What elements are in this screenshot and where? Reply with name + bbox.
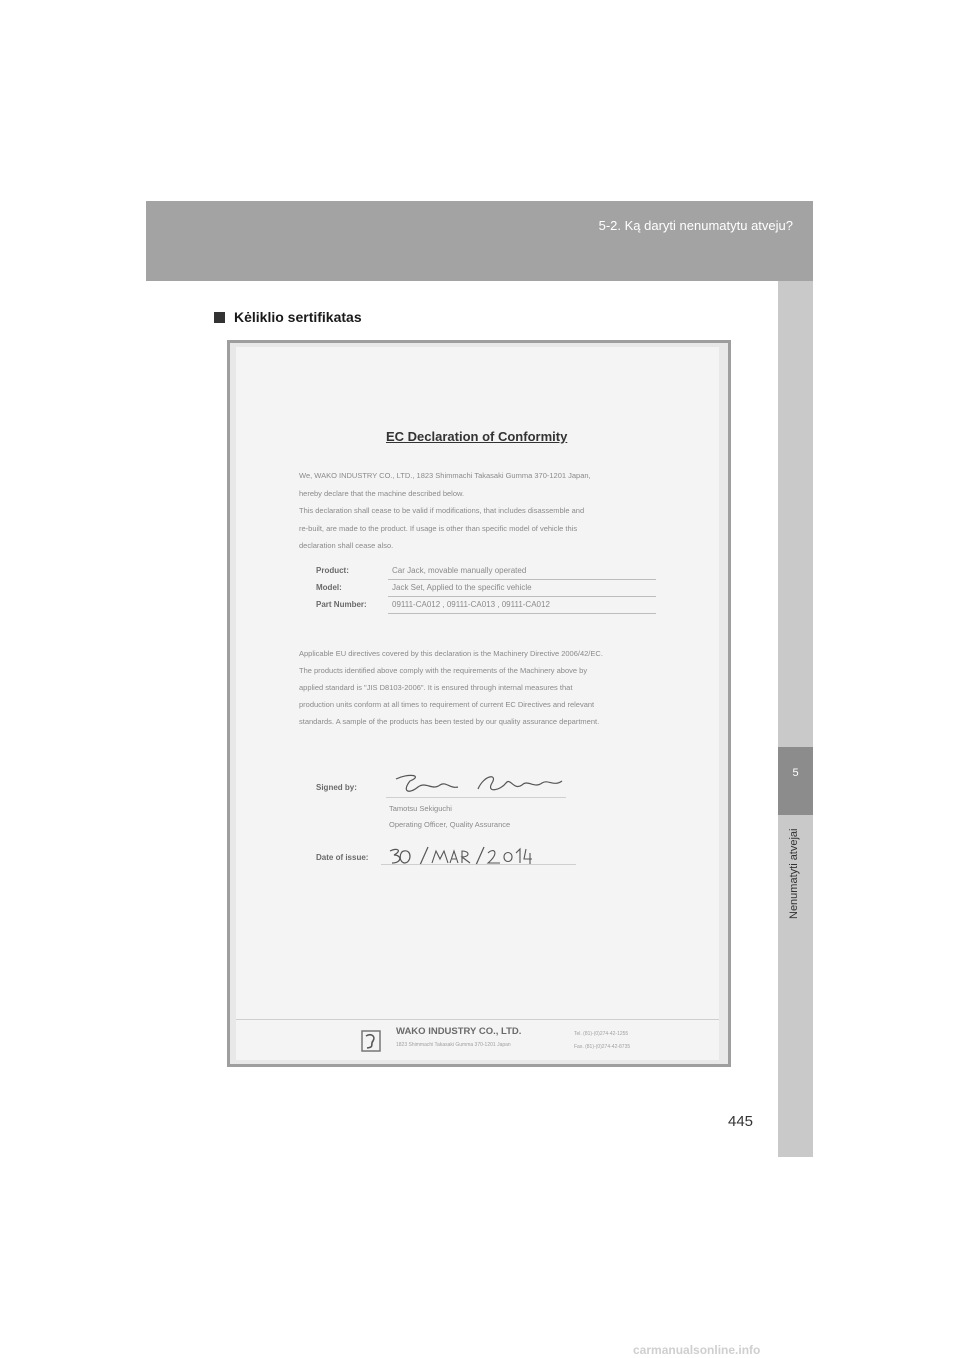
chapter-number-box (778, 747, 813, 815)
field-label: Part Number: (316, 600, 367, 609)
intro-line: This declaration shall cease to be valid if modifications, that includes disassemble and (299, 506, 585, 515)
signature-line (386, 797, 566, 798)
company-contacts (574, 1028, 630, 1054)
date-of-issue-label: Date of issue: (316, 853, 369, 862)
chapter-number: 5 (792, 767, 799, 779)
field-value: Jack Set, Applied to the specific vehicle (388, 583, 656, 597)
section-title-text: Kėliklio sertifikatas (234, 309, 362, 325)
company-name: WAKO INDUSTRY CO., LTD. (396, 1026, 522, 1037)
field-value: Car Jack, movable manually operated (388, 566, 656, 580)
certificate-footer (236, 1019, 719, 1060)
certificate-intro (299, 467, 679, 555)
header-band (146, 201, 813, 281)
body-line: standards. A sample of the products has been tested by our quality assurance department. (299, 717, 600, 726)
intro-line: We, WAKO INDUSTRY CO., LTD., 1823 Shimmachi Takasaki Gumma 370-1201 Japan, (299, 471, 591, 480)
signer-title: Operating Officer, Quality Assurance (389, 820, 511, 829)
watermark: carmanualsonline.info (633, 1343, 761, 1357)
field-product (316, 566, 656, 580)
date-line (381, 864, 576, 865)
intro-line: hereby declare that the machine described below. (299, 488, 465, 498)
company-logo (361, 1030, 381, 1052)
handwritten-signature (388, 769, 568, 799)
field-part-number (316, 600, 656, 614)
chapter-label: Nenumatyti atvejai (788, 828, 800, 919)
company-fax: Fax. (81)-(0)274-42-8735 (574, 1044, 631, 1050)
page-number: 445 (728, 1113, 754, 1130)
body-line: applied standard is "JIS D8103-2006". It is ensured through internal measures that (299, 683, 573, 692)
chapter-side-tab (778, 281, 813, 1157)
signer-name: Tamotsu Sekiguchi (389, 804, 452, 813)
body-line: The products identified above comply with the requirements of the Machinery above by (299, 666, 588, 675)
breadcrumb: 5-2. Ką daryti nenumatytu atveju? (598, 218, 793, 233)
company-address: 1823 Shimmachi Takasaki Gumma 370-1201 Japan (396, 1042, 511, 1048)
certificate-image (227, 340, 731, 1067)
section-title (214, 309, 362, 325)
square-bullet-icon (214, 312, 225, 323)
certificate-title: EC Declaration of Conformity (386, 429, 568, 444)
certificate-paper (236, 347, 719, 1060)
company-tel: Tel. (81)-(0)274-42-1255 (574, 1031, 629, 1037)
body-line: production units conform at all times to requirement of current EC Directives and relevant (299, 700, 595, 709)
signed-by-label: Signed by: (316, 783, 357, 792)
field-label: Model: (316, 583, 342, 592)
intro-line: declaration shall cease also. (299, 541, 394, 550)
certificate-body (299, 645, 694, 730)
signer-block (389, 801, 510, 833)
field-model (316, 583, 656, 597)
field-value: 09111-CA012 , 09111-CA013 , 09111-CA012 (388, 600, 656, 614)
body-line: Applicable EU directives covered by this declaration is the Machinery Directive 2006/42/EC. (299, 649, 603, 658)
field-label: Product: (316, 566, 349, 575)
intro-line: re-built, are made to the product. If usage is other than specific model of vehicle this (299, 523, 578, 533)
